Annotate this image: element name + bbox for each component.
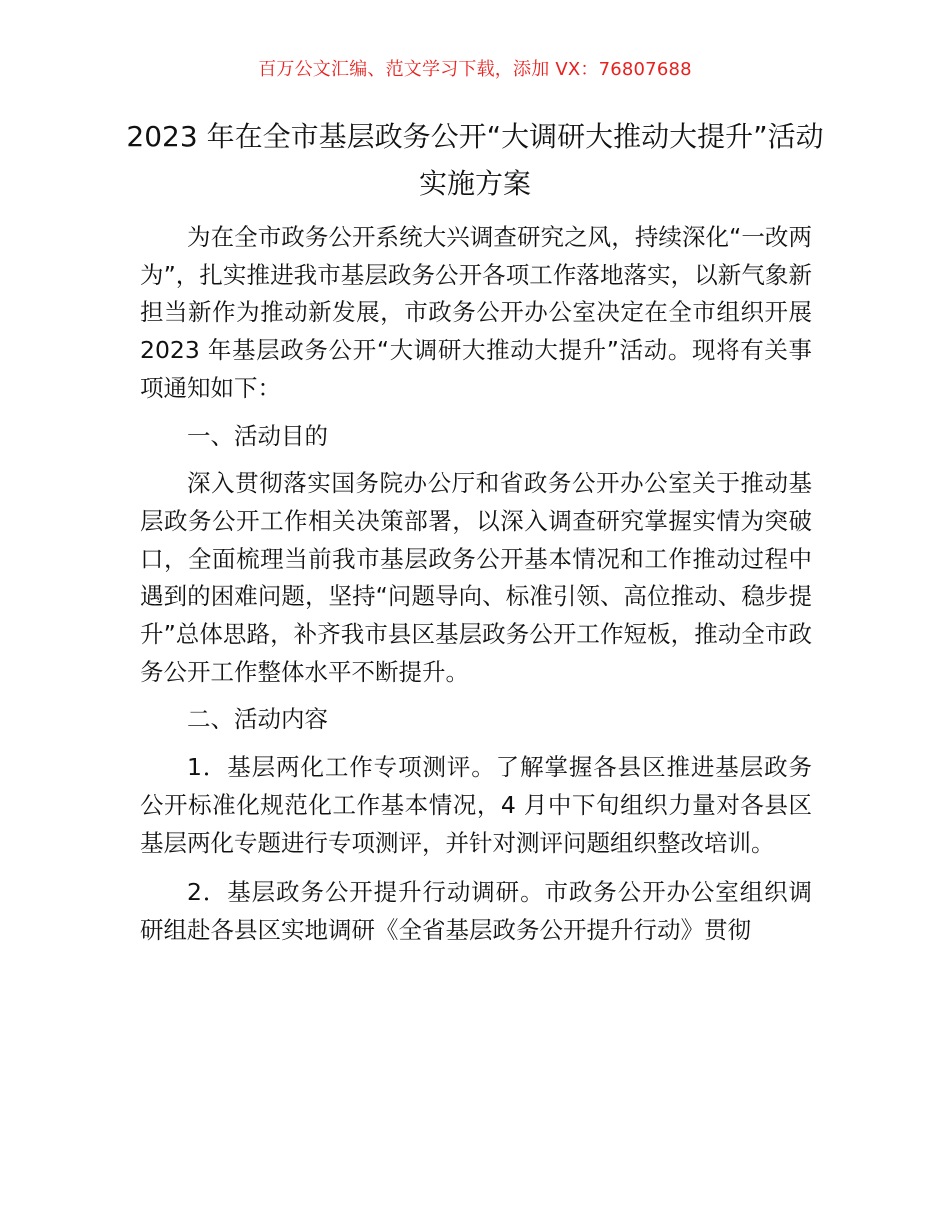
promo-banner: 百万公文汇编、范文学习下载，添加 VX：76807688 [258,59,692,80]
intro-paragraph: 为在全市政务公开系统大兴调查研究之风，持续深化“一改两为”，扎实推进我市基层政务公开各项工作落地落实，以新气象新担当新作为推动新发展，市政务公开办公室决定在全市组织开展 2023 年基层政务公开“大调研大推动大提升”活动。现将有关事项通知如下： [140,223,812,402]
content-item-1: 1．基层两化工作专项测评。了解掌握各县区推进基层政务公开标准化规范化工作基本情况，4 月中下旬组织力量对各县区基层两化专题进行专项测评，并针对测评问题组织整改培训。 [140,753,812,857]
document-body [140,219,812,950]
content-item-2: 2．基层政务公开提升行动调研。市政务公开办公室组织调研组赴各县区实地调研《全省基层政务公开提升行动》贯彻 [140,878,812,944]
document-title: 2023 年在全市基层政务公开“大调研大推动大提升”活动实施方案 [126,120,824,200]
section-heading-purpose: 一、活动目的 [187,421,328,450]
section-heading-content: 二、活动内容 [187,705,328,734]
purpose-paragraph: 深入贯彻落实国务院办公厅和省政务公开办公室关于推动基层政务公开工作相关决策部署，以深入调查研究掌握实情为突破口，全面梳理当前我市基层政务公开基本情况和工作推动过程中遇到的困难问题，坚持“问题导向、标准引领、高位推动、稳步提升”总体思路，补齐我市县区基层政务公开工作短板，推动全市政务公开工作整体水平不断提升。 [140,469,812,686]
